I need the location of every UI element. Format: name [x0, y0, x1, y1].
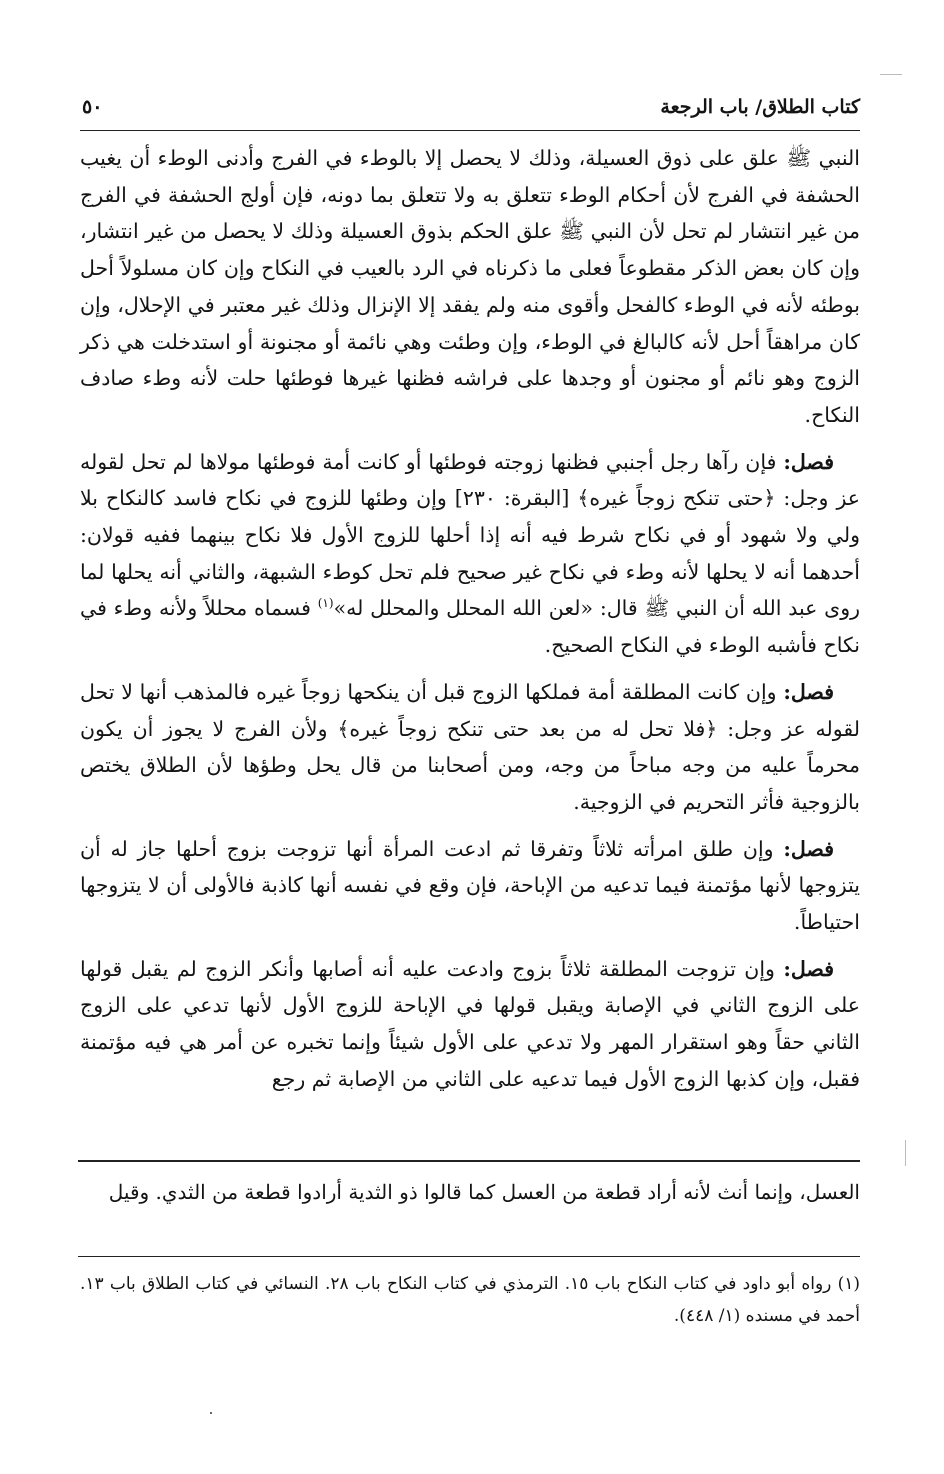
paragraph-2-text-a: فإن رآها رجل أجنبي فظنها زوجته فوطئها أو كانت أمة فوطئها مولاها لم تحل لقوله عز وجل: ﴿حتى تنكح زوجاً غيره﴾ [البقرة: ٢٣٠] وإن وطئها للزوج في نكاح فاسد كالنكاح بلا ولي ولا شهود أو في نكاح شرط فيه أنه إذا أحلها للزوج الأول فلا نكاح بينهما ففيه قولان: أحدهما أنه لا يحلها لأنه وطء في نكاح غير صحيح فلم تحل كوطء الشبهة، والثاني أنه يحلها لما روى عبد الله أن النبي ﷺ قال: «لعن الله المحلل والمحلل له» [80, 449, 860, 621]
footnote-ref[interactable]: (١) [317, 596, 334, 611]
footnote-1: (١) رواه أبو داود في كتاب النكاح باب ١٥. الترمذي في كتاب النكاح باب ٢٨. النسائي في كتاب الطلاق باب ١٣. أحمد في مسنده (١/ ٤٤٨). [80, 1274, 860, 1326]
page-number: ٥٠ [82, 96, 103, 118]
divider-footnotes [78, 1256, 860, 1257]
carryover-commentary: العسل، وإنما أنث لأنه أراد قطعة من العسل كما قالوا ذو الثدية أرادوا قطعة من الثدي. وقيل [108, 1180, 860, 1204]
section-label: فصل: [783, 449, 834, 474]
paragraph-3-text: وإن كانت المطلقة أمة فملكها الزوج قبل أن ينكحها زوجاً غيره فالمذهب أنها لا تحل لقوله عز وجل: ﴿فلا تحل له من بعد حتى تنكح زوجاً غيره﴾ ولأن الفرج لا يجوز أن يكون محرماً عليه من وجه مباحاً من وجه، ومن أصحابنا من قال يحل وطؤها لأن الطلاق يختص بالزوجية فأثر التحريم في الزوجية. [80, 679, 860, 814]
paragraph-1: النبي ﷺ علق على ذوق العسيلة، وذلك لا يحصل إلا بالوطء في الفرج وأدنى الوطء أن يغيب الحشفة في الفرج لأن أحكام الوطء تتعلق به ولا تتعلق بما دونه، فإن أولج الحشفة في الفرج من غير انتشار لم تحل لأن النبي ﷺ علق الحكم بذوق العسيلة وذلك لا يحصل من غير انتشار، وإن كان بعض الذكر مقطوعاً فعلى ما ذكرناه في الرد بالعيب في النكاح وإن كان مسلولاً أحل بوطئه لأنه في الوطء كالفحل وأقوى منه ولم يفقد إلا الإنزال وذلك غير معتبر في الإحلال، وإن كان مراهقاً أحل لأنه كالبالغ في الوطء، وإن وطئت وهي نائمة أو مجنونة أو استدخلت هي ذكر الزوج وهو نائم أو مجنون أو وجدها على فراشه فظنها غيرها فوطئها حلت لأنه وطء صادف النكاح. [80, 146, 860, 427]
paragraph-4-text: وإن طلق امرأته ثلاثاً وتفرقا ثم ادعت المرأة أنها تزوجت بزوج أحلها جاز له أن يتزوجها لأنها مؤتمنة فيما تدعيه من الإباحة، فإن وقع في نفسه أنها كاذبة فالأولى أن لا يتزوجها احتياطاً. [80, 836, 860, 935]
scan-mark [905, 1140, 906, 1166]
running-header [80, 90, 860, 131]
paragraph-5 [80, 951, 860, 1098]
paragraph-4 [80, 831, 860, 941]
divider-commentary [78, 1160, 860, 1162]
paragraph-3 [80, 674, 860, 821]
scan-mark [880, 74, 902, 75]
section-label: فصل: [783, 679, 834, 704]
paragraph-5-text: وإن تزوجت المطلقة ثلاثاً بزوج وادعت عليه أنه أصابها وأنكر الزوج لم يقبل قولها على الزوج الثاني في الإصابة ويقبل قولها في الإباحة للزوج الأول لأنها تدعي على الزوج الثاني حقاً وهو استقرار المهر ولا تدعي على الأول شيئاً وإنما تخبره عن أمر هي فيه مؤتمنة فقبل، وإن كذبها الزوج الأول فيما تدعيه على الثاني من الإصابة ثم رجع [80, 956, 860, 1091]
main-text [80, 140, 860, 1108]
scan-mark [210, 1412, 212, 1414]
paragraph-2-text-b: فسماه محللاً ولأنه وطء في نكاح فأشبه الوطء في النكاح الصحيح. [80, 596, 860, 658]
paragraph-2 [80, 444, 860, 664]
section-label: فصل: [783, 956, 835, 981]
section-label: فصل: [783, 836, 834, 861]
running-title: كتاب الطلاق/ باب الرجعة [660, 96, 860, 118]
